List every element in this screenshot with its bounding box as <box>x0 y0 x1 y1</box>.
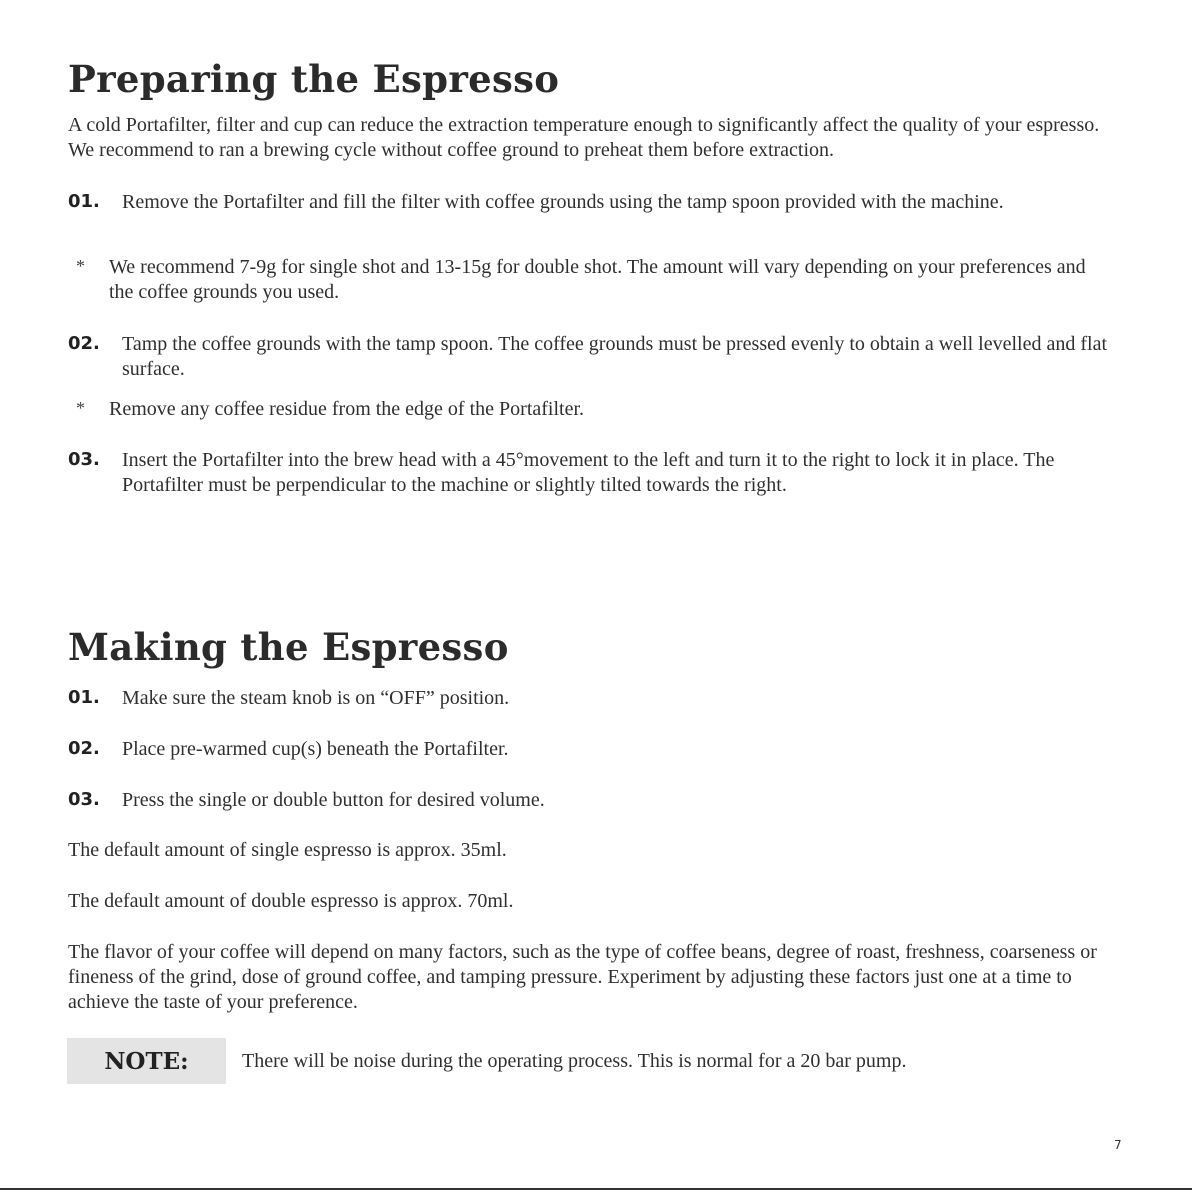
single-amount-text: The default amount of single espresso is approx. 35ml. <box>68 839 507 861</box>
step-text: Tamp the coffee grounds with the tamp spoon. The coffee grounds must be pressed evenly to obtain a well levelled and flat surface. <box>122 333 1107 380</box>
step-text: Make sure the steam knob is on “OFF” position. <box>122 687 510 709</box>
note-label-box <box>67 1038 226 1084</box>
asterisk-marker: * <box>76 256 85 276</box>
step-text: Remove the Portafilter and fill the filter with coffee grounds using the tamp spoon provided with the machine. <box>122 191 1004 213</box>
note-text: Remove any coffee residue from the edge of the Portafilter. <box>109 398 585 420</box>
step-number: 01. <box>68 191 100 212</box>
step-number: 02. <box>68 738 100 759</box>
step-text: Insert the Portafilter into the brew head with a 45°movement to the left and turn it to the right to lock it in place. The Portafilter must be perpendicular to the machine or slightly tilted towards the right. <box>122 449 1055 496</box>
step-text: Place pre-warmed cup(s) beneath the Portafilter. <box>122 738 509 760</box>
step-number: 01. <box>68 687 100 708</box>
note-text: We recommend 7-9g for single shot and 13-15g for double shot. The amount will vary depending on your preferences and the coffee grounds you used. <box>109 256 1086 303</box>
note-text: There will be noise during the operating process. This is normal for a 20 bar pump. <box>242 1050 907 1072</box>
double-amount-text: The default amount of double espresso is approx. 70ml. <box>68 890 514 912</box>
note-label: NOTE: <box>104 1047 189 1075</box>
step-number: 03. <box>68 789 100 810</box>
intro-paragraph: A cold Portafilter, filter and cup can reduce the extraction temperature enough to significantly affect the quality of your espresso. We recommend to ran a brewing cycle without coffee ground to preheat them before extraction. <box>68 114 1100 161</box>
section-title-making: Making the Espresso <box>68 625 509 669</box>
step-text: Press the single or double button for desired volume. <box>122 789 545 811</box>
flavor-paragraph: The flavor of your coffee will depend on many factors, such as the type of coffee beans, degree of roast, freshness, coarseness or fineness of the grind, dose of ground coffee, and tamping pressure. Experiment by adjusting these factors just one at a time to achieve the taste of your preference. <box>68 941 1097 1013</box>
step-number: 03. <box>68 449 100 470</box>
bottom-divider <box>0 1188 1192 1190</box>
section-title-preparing: Preparing the Espresso <box>68 57 560 101</box>
page-number: 7 <box>1114 1138 1122 1152</box>
step-number: 02. <box>68 333 100 354</box>
asterisk-marker: * <box>76 398 85 418</box>
